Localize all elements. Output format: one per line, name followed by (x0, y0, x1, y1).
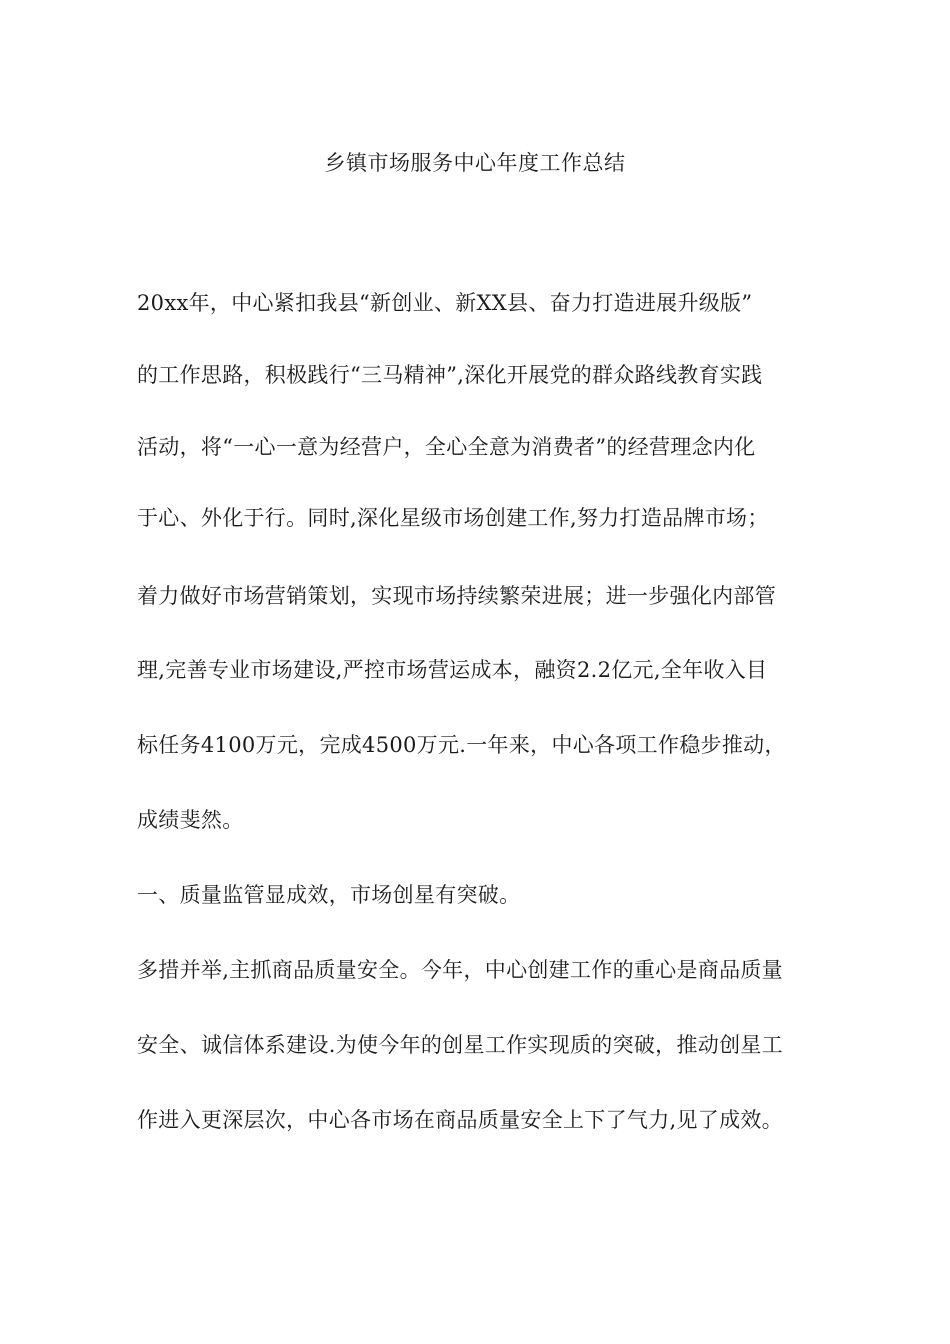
body-line-6: 理,完善专业市场建设,严控市场营运成本，融资2.2亿元,全年收入目 (137, 658, 768, 682)
body-line-10: 多措并举,主抓商品质量安全。今年，中心创建工作的重心是商品质量 (137, 958, 783, 982)
body-line-2: 的工作思路，积极践行“三马精神”,深化开展党的群众路线教育实践 (137, 363, 763, 387)
body-line-4: 于心、外化于行。同时,深化星级市场创建工作,努力打造品牌市场； (137, 506, 769, 530)
body-line-1: 20xx年，中心紧扣我县“新创业、新XX县、奋力打造进展升级版” (137, 291, 753, 315)
body-line-11: 安全、诚信体系建设.为使今年的创星工作实现质的突破，推动创星工 (137, 1033, 783, 1057)
body-line-5: 着力做好市场营销策划，实现市场持续繁荣进展；进一步强化内部管 (137, 584, 776, 608)
body-line-3: 活动，将“一心一意为经营户，全心全意为消费者”的经营理念内化 (137, 435, 756, 459)
body-line-12: 作进入更深层次，中心各市场在商品质量安全上下了气力,见了成效。 (137, 1108, 783, 1132)
section-heading-1: 一、质量监管显成效，市场创星有突破。 (137, 883, 521, 907)
body-line-7: 标任务4100万元，完成4500万元.一年来，中心各项工作稳步推动， (137, 733, 786, 757)
document-title: 乡镇市场服务中心年度工作总结 (324, 151, 626, 175)
body-line-8: 成绩斐然。 (137, 808, 244, 832)
